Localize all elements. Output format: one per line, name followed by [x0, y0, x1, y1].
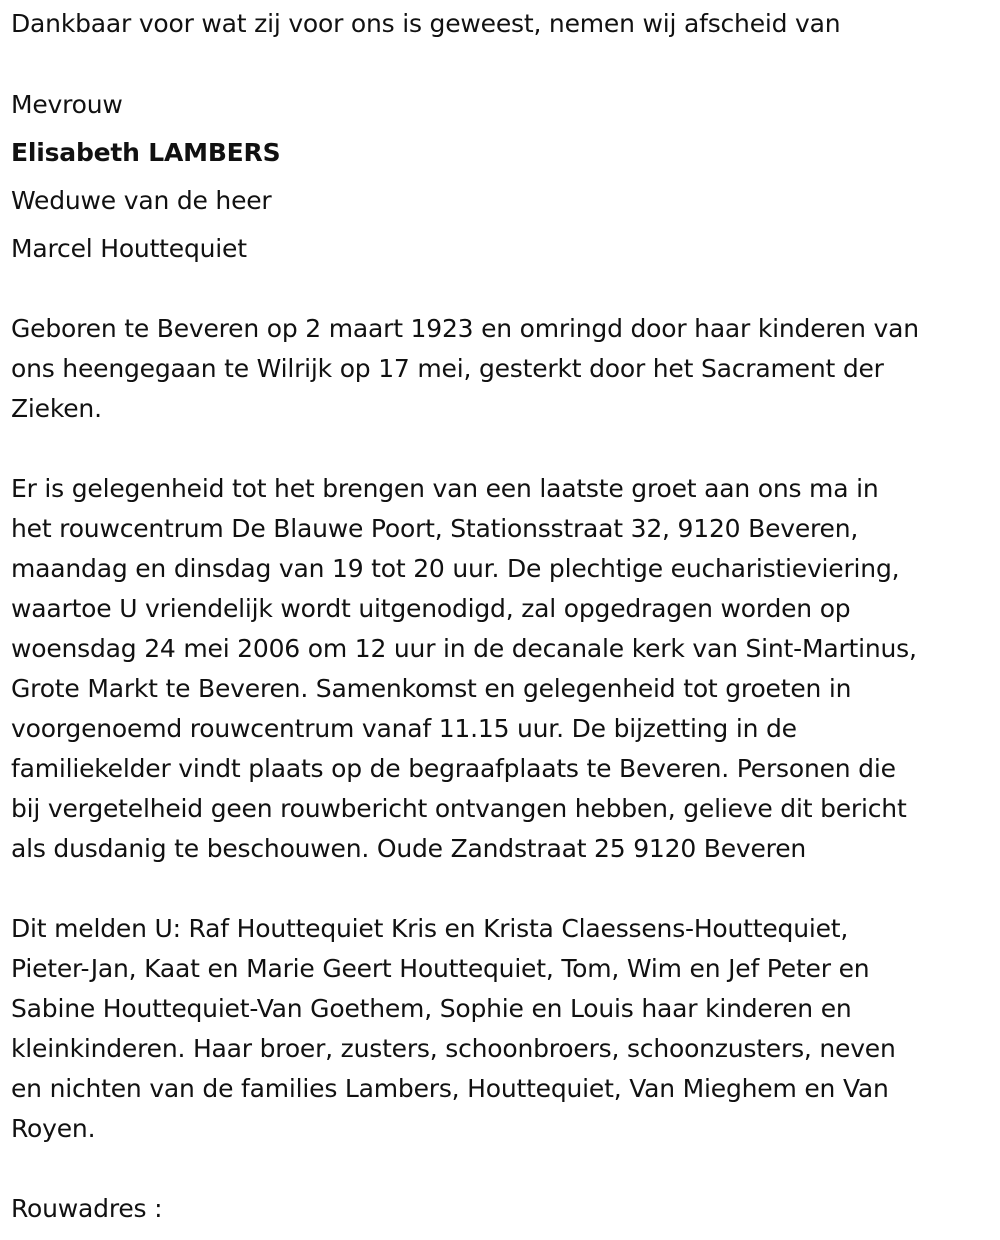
ceremony-line: maandag en dinsdag van 19 tot 20 uur. De plechtige eucharistieviering,: [11, 554, 900, 583]
ceremony-line: het rouwcentrum De Blauwe Poort, Stationsstraat 32, 9120 Beveren,: [11, 514, 859, 543]
family-line: Sabine Houttequiet-Van Goethem, Sophie en Louis haar kinderen en: [11, 994, 852, 1023]
address-label: Rouwadres :: [11, 1194, 163, 1223]
birth-line: ons heengegaan te Wilrijk op 17 mei, gesterkt door het Sacrament der: [11, 354, 884, 383]
widow-line-1: Weduwe van de heer: [11, 186, 272, 215]
ceremony-line: woensdag 24 mei 2006 om 12 uur in de decanale kerk van Sint-Martinus,: [11, 634, 917, 663]
family-paragraph: [11, 909, 991, 1149]
family-line: Pieter-Jan, Kaat en Marie Geert Houttequiet, Tom, Wim en Jef Peter en: [11, 954, 870, 983]
ceremony-line: bij vergetelheid geen rouwbericht ontvangen hebben, gelieve dit bericht: [11, 794, 907, 823]
birth-paragraph: [11, 309, 991, 429]
deceased-name: Elisabeth LAMBERS: [11, 138, 281, 167]
ceremony-line: als dusdanig te beschouwen. Oude Zandstraat 25 9120 Beveren: [11, 834, 807, 863]
family-line: Royen.: [11, 1114, 96, 1143]
ceremony-line: familiekelder vindt plaats op de begraafplaats te Beveren. Personen die: [11, 754, 896, 783]
family-line: en nichten van de families Lambers, Houttequiet, Van Mieghem en Van: [11, 1074, 889, 1103]
ceremony-line: voorgenoemd rouwcentrum vanaf 11.15 uur. De bijzetting in de: [11, 714, 797, 743]
birth-line: Zieken.: [11, 394, 102, 423]
ceremony-line: Er is gelegenheid tot het brengen van een laatste groet aan ons ma in: [11, 474, 879, 503]
family-line: kleinkinderen. Haar broer, zusters, schoonbroers, schoonzusters, neven: [11, 1034, 896, 1063]
widow-line-2: Marcel Houttequiet: [11, 234, 247, 263]
title-line: Mevrouw: [11, 90, 123, 119]
family-line: Dit melden U: Raf Houttequiet Kris en Krista Claessens-Houttequiet,: [11, 914, 849, 943]
birth-line: Geboren te Beveren op 2 maart 1923 en omringd door haar kinderen van: [11, 314, 919, 343]
ceremony-line: waartoe U vriendelijk wordt uitgenodigd, zal opgedragen worden op: [11, 594, 851, 623]
ceremony-paragraph: [11, 469, 991, 869]
ceremony-line: Grote Markt te Beveren. Samenkomst en gelegenheid tot groeten in: [11, 674, 852, 703]
intro-line: Dankbaar voor wat zij voor ons is geweest, nemen wij afscheid van: [11, 9, 841, 38]
